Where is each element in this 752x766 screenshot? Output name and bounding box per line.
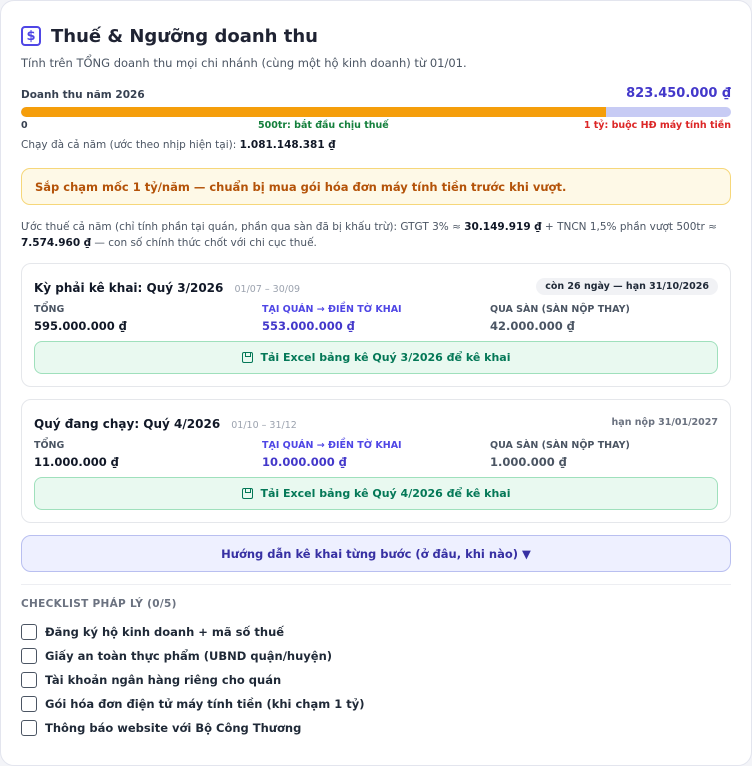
checkbox[interactable]	[21, 624, 37, 640]
total-label: TỔNG	[34, 304, 65, 315]
total-value: 595.000.000 ₫	[34, 319, 127, 333]
quarter-header	[34, 412, 718, 432]
dollar-icon: $	[21, 26, 41, 46]
tax-estimate-middle: + TNCN 1,5% phần vượt 500tr ≈	[541, 221, 717, 233]
download-excel-q4-button[interactable]	[34, 477, 718, 510]
quarter-title: Quý đang chạy: Quý 4/2026	[34, 416, 221, 431]
legal-checklist	[21, 620, 731, 740]
instore-label: TẠI QUÁN → ĐIỀN TỜ KHAI	[262, 440, 402, 451]
tax-gtgt-value: 30.149.919 ₫	[464, 221, 542, 233]
annual-projection	[21, 139, 731, 151]
download-excel-label: Tải Excel bảng kê Quý 3/2026 để kê khai	[260, 351, 511, 364]
revenue-progress-fill	[21, 107, 606, 117]
checklist-item[interactable]	[21, 692, 731, 716]
instore-value: 553.000.000 ₫	[262, 319, 355, 333]
quarter-platform	[490, 304, 718, 333]
quarter-card-q3	[21, 263, 731, 387]
quarter-platform	[490, 440, 718, 469]
quarter-deadline: hạn nộp 31/01/2027	[611, 416, 718, 428]
tax-estimate-prefix: Ước thuế cả năm (chỉ tính phần tại quán, phần qua sàn đã bị khấu trừ): GTGT 3% ≈	[21, 221, 465, 233]
tax-tncn-value: 7.574.960 ₫	[21, 237, 92, 249]
card-header	[21, 23, 731, 49]
checkbox[interactable]	[21, 672, 37, 688]
quarter-instore	[262, 440, 490, 469]
checklist-item[interactable]	[21, 644, 731, 668]
filing-guide-toggle-button[interactable]: Hướng dẫn kê khai từng bước (ở đâu, khi nào) ▼	[21, 535, 731, 572]
platform-label: QUA SÀN (SÀN NỘP THAY)	[490, 440, 630, 451]
checklist-title: CHECKLIST PHÁP LÝ (0/5)	[21, 598, 177, 610]
threshold-ticks	[21, 120, 731, 134]
quarter-figures	[34, 304, 718, 333]
checkbox[interactable]	[21, 648, 37, 664]
section-divider	[21, 584, 731, 585]
quarter-deadline-badge: còn 26 ngày — hạn 31/10/2026	[536, 278, 718, 295]
quarter-instore	[262, 304, 490, 333]
instore-value: 10.000.000 ₫	[262, 455, 347, 469]
checklist-item[interactable]	[21, 620, 731, 644]
instore-label: TẠI QUÁN → ĐIỀN TỜ KHAI	[262, 304, 402, 315]
revenue-progress-bar	[21, 107, 731, 117]
projection-value: 1.081.148.381 ₫	[239, 139, 336, 151]
checklist-item-label[interactable]: Gói hóa đơn điện tử máy tính tiền (khi chạm 1 tỷ)	[45, 697, 365, 711]
checkbox[interactable]	[21, 720, 37, 736]
tick-zero: 0	[21, 120, 28, 131]
quarter-range: 01/07 – 30/09	[234, 283, 301, 295]
quarter-range: 01/10 – 31/12	[231, 419, 297, 431]
total-value: 11.000.000 ₫	[34, 455, 119, 469]
download-excel-q3-button[interactable]	[34, 341, 718, 374]
revenue-label: Doanh thu năm 2026	[21, 89, 145, 101]
tax-estimate-suffix: — con số chính thức chốt với chi cục thuế.	[91, 237, 317, 249]
save-icon	[242, 352, 253, 363]
platform-label: QUA SÀN (SÀN NỘP THAY)	[490, 304, 630, 315]
checkbox[interactable]	[21, 696, 37, 712]
quarter-total	[34, 304, 262, 333]
checklist-item-label[interactable]: Đăng ký hộ kinh doanh + mã số thuế	[45, 625, 285, 639]
quarter-figures	[34, 440, 718, 469]
checklist-item[interactable]	[21, 716, 731, 740]
checklist-item[interactable]	[21, 668, 731, 692]
checklist-item-label[interactable]: Tài khoản ngân hàng riêng cho quán	[45, 673, 282, 687]
checklist-item-label[interactable]: Thông báo website với Bộ Công Thương	[45, 721, 302, 735]
card-title: Thuế & Ngưỡng doanh thu	[51, 25, 318, 47]
quarter-card-q4	[21, 399, 731, 523]
quarter-total	[34, 440, 262, 469]
tax-estimate	[21, 219, 731, 251]
revenue-value: 823.450.000 ₫	[626, 86, 731, 101]
tick-1ty: 1 tỷ: buộc HĐ máy tính tiền	[583, 120, 731, 131]
tick-500tr: 500tr: bắt đầu chịu thuế	[258, 120, 389, 131]
card-subtitle: Tính trên TỔNG doanh thu mọi chi nhánh (cùng một hộ kinh doanh) từ 01/01.	[21, 56, 467, 70]
save-icon	[242, 488, 253, 499]
platform-value: 42.000.000 ₫	[490, 319, 575, 333]
platform-value: 1.000.000 ₫	[490, 455, 567, 469]
total-label: TỔNG	[34, 440, 65, 451]
quarter-title: Kỳ phải kê khai: Quý 3/2026	[34, 280, 224, 295]
projection-label: Chạy đà cả năm (ước theo nhịp hiện tại):	[21, 139, 237, 151]
quarter-header	[34, 276, 718, 296]
download-excel-label: Tải Excel bảng kê Quý 4/2026 để kê khai	[260, 487, 511, 500]
threshold-warning: Sắp chạm mốc 1 tỷ/năm — chuẩn bị mua gói hóa đơn máy tính tiền trước khi vượt.	[21, 168, 731, 205]
checklist-item-label[interactable]: Giấy an toàn thực phẩm (UBND quận/huyện)	[45, 649, 333, 663]
revenue-row	[21, 86, 731, 101]
